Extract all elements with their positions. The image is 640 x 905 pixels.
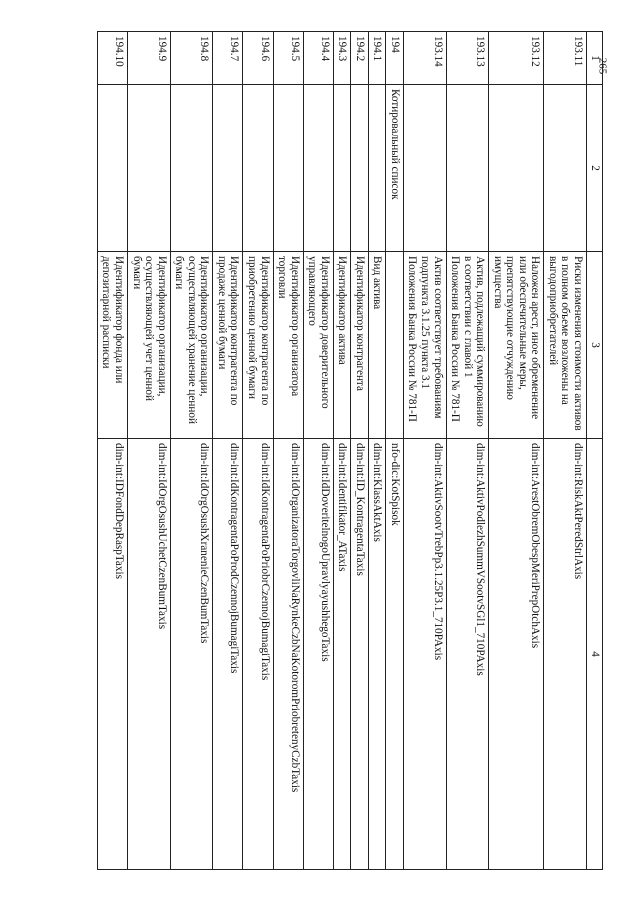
table-container	[57, 31, 603, 869]
header-cell: 2	[587, 85, 603, 252]
table-cell-c2	[489, 85, 544, 252]
table-cell-c2	[97, 85, 127, 252]
table-cell-c1: 194.5	[273, 32, 303, 85]
table-cell-c3: Идентификатор организатора торговли	[273, 252, 303, 439]
table-cell-c3: Идентификатор контрагента по продаже ценной бумаги	[213, 252, 243, 439]
table-row	[273, 32, 303, 870]
page-number: 265	[595, 57, 608, 75]
table-cell-c3: Вид актива	[368, 252, 386, 439]
table-cell-c1: 193.13	[446, 32, 489, 85]
table-row	[489, 32, 544, 870]
table-cell-c1: 194	[386, 32, 404, 85]
table-row	[446, 32, 489, 870]
table-cell-c2	[351, 85, 369, 252]
table-cell-c3	[386, 252, 404, 439]
table-cell-c1: 194.7	[213, 32, 243, 85]
table-cell-c4: dim-int:KlassAktAxis	[368, 439, 386, 870]
table-row	[333, 32, 351, 870]
table-cell-c1: 193.11	[544, 32, 587, 85]
table-cell-c1: 194.10	[97, 32, 127, 85]
table-row	[97, 32, 127, 870]
header-cell: 1	[587, 32, 603, 85]
table-row	[303, 32, 333, 870]
table-cell-c1: 194.1	[368, 32, 386, 85]
table-cell-c4: dim-int:IdOrgOsushUchetCzenBumTaxis	[128, 439, 171, 870]
table-cell-c1: 193.12	[489, 32, 544, 85]
data-table	[97, 31, 603, 870]
table-cell-c4: dim-int:IdOrgOsushXranenieCzenBumTaxis	[170, 439, 213, 870]
table-cell-c2	[333, 85, 351, 252]
table-cell-c1: 193.14	[403, 32, 446, 85]
table-body	[97, 32, 602, 870]
table-row	[544, 32, 587, 870]
rotated-page-area	[57, 31, 603, 869]
table-cell-c2	[213, 85, 243, 252]
table-cell-c1: 194.9	[128, 32, 171, 85]
table-cell-c1: 194.8	[170, 32, 213, 85]
table-row	[243, 32, 273, 870]
table-cell-c4: dim-int:ID_KontragentaTaxis	[351, 439, 369, 870]
table-cell-c1: 194.2	[351, 32, 369, 85]
table-cell-c1: 194.3	[333, 32, 351, 85]
table-cell-c3: Наложен арест, иное обременение или обеспечительные меры, препятствующие отчуждению имущества	[489, 252, 544, 439]
table-cell-c2	[303, 85, 333, 252]
table-cell-c4: dim-int:IdKontragentaPoProdCzennojBumagiTaxis	[213, 439, 243, 870]
table-cell-c4: dim-int:RiskAktPeredStrlAxis	[544, 439, 587, 870]
table-cell-c3: Идентификатор организации, осуществляющей учет ценной бумаги	[128, 252, 171, 439]
table-row	[213, 32, 243, 870]
table-cell-c2	[368, 85, 386, 252]
table-cell-c2	[170, 85, 213, 252]
table-cell-c2	[243, 85, 273, 252]
table-cell-c3: Актив соответствует требованиям подпункта 3.1.25 пункта 3.1 Положения Банка России № 781-П	[403, 252, 446, 439]
header-cell: 4	[587, 439, 603, 870]
table-cell-c3: Идентификатор актива	[333, 252, 351, 439]
table-cell-c4: dim-int:IDFondDepRaspTaxis	[97, 439, 127, 870]
table-cell-c4: dim-int:ArestObremObespMeriPrepOtchAxis	[489, 439, 544, 870]
table-row	[386, 32, 404, 870]
table-cell-c4: dim-int:Identifikator_ATaxis	[333, 439, 351, 870]
table-cell-c3: Актив, подлежащий суммированию в соответствии с главой 1 Положения Банка России № 781-П	[446, 252, 489, 439]
table-cell-c2: Котировальный список	[386, 85, 404, 252]
table-cell-c1: 194.6	[243, 32, 273, 85]
table-cell-c2	[128, 85, 171, 252]
table-header-row	[587, 32, 603, 870]
table-cell-c3: Идентификатор контрагента по приобретению ценной бумаги	[243, 252, 273, 439]
table-cell-c2	[446, 85, 489, 252]
table-cell-c4: dim-int:IdDoveritelnogoUpravlyayushhegoTaxis	[303, 439, 333, 870]
table-cell-c3: Идентификатор фонда или депозитарной расписки	[97, 252, 127, 439]
table-row	[128, 32, 171, 870]
table-row	[368, 32, 386, 870]
table-row	[403, 32, 446, 870]
table-row	[170, 32, 213, 870]
table-cell-c2	[544, 85, 587, 252]
table-cell-c4: dim-int:AktivPodlezhSummVSootvSGl1_710PAxis	[446, 439, 489, 870]
table-cell-c3: Риски изменения стоимости активов в полном объеме возложены на выгодоприобретателей	[544, 252, 587, 439]
header-cell: 3	[587, 252, 603, 439]
table-cell-c3: Идентификатор организации, осуществляющей хранение ценной бумаги	[170, 252, 213, 439]
table-row	[351, 32, 369, 870]
table-cell-c2	[403, 85, 446, 252]
table-cell-c4: dim-int:AktivSootvTrebPp3.1.25P3.1_710PAxis	[403, 439, 446, 870]
table-cell-c4: dim-int:IdKontragentaPoPriobrCzennojBumagiTaxis	[243, 439, 273, 870]
table-cell-c3: Идентификатор доверительного управляющего	[303, 252, 333, 439]
table-cell-c2	[273, 85, 303, 252]
table-cell-c1: 194.4	[303, 32, 333, 85]
table-cell-c4: nfo-dic:KotSpisok	[386, 439, 404, 870]
table-cell-c4: dim-int:IdOrganizatoraTorgovliNaRynkeCzbNaKotoromPriobretenyCzbTaxis	[273, 439, 303, 870]
table-cell-c3: Идентификатор контрагента	[351, 252, 369, 439]
